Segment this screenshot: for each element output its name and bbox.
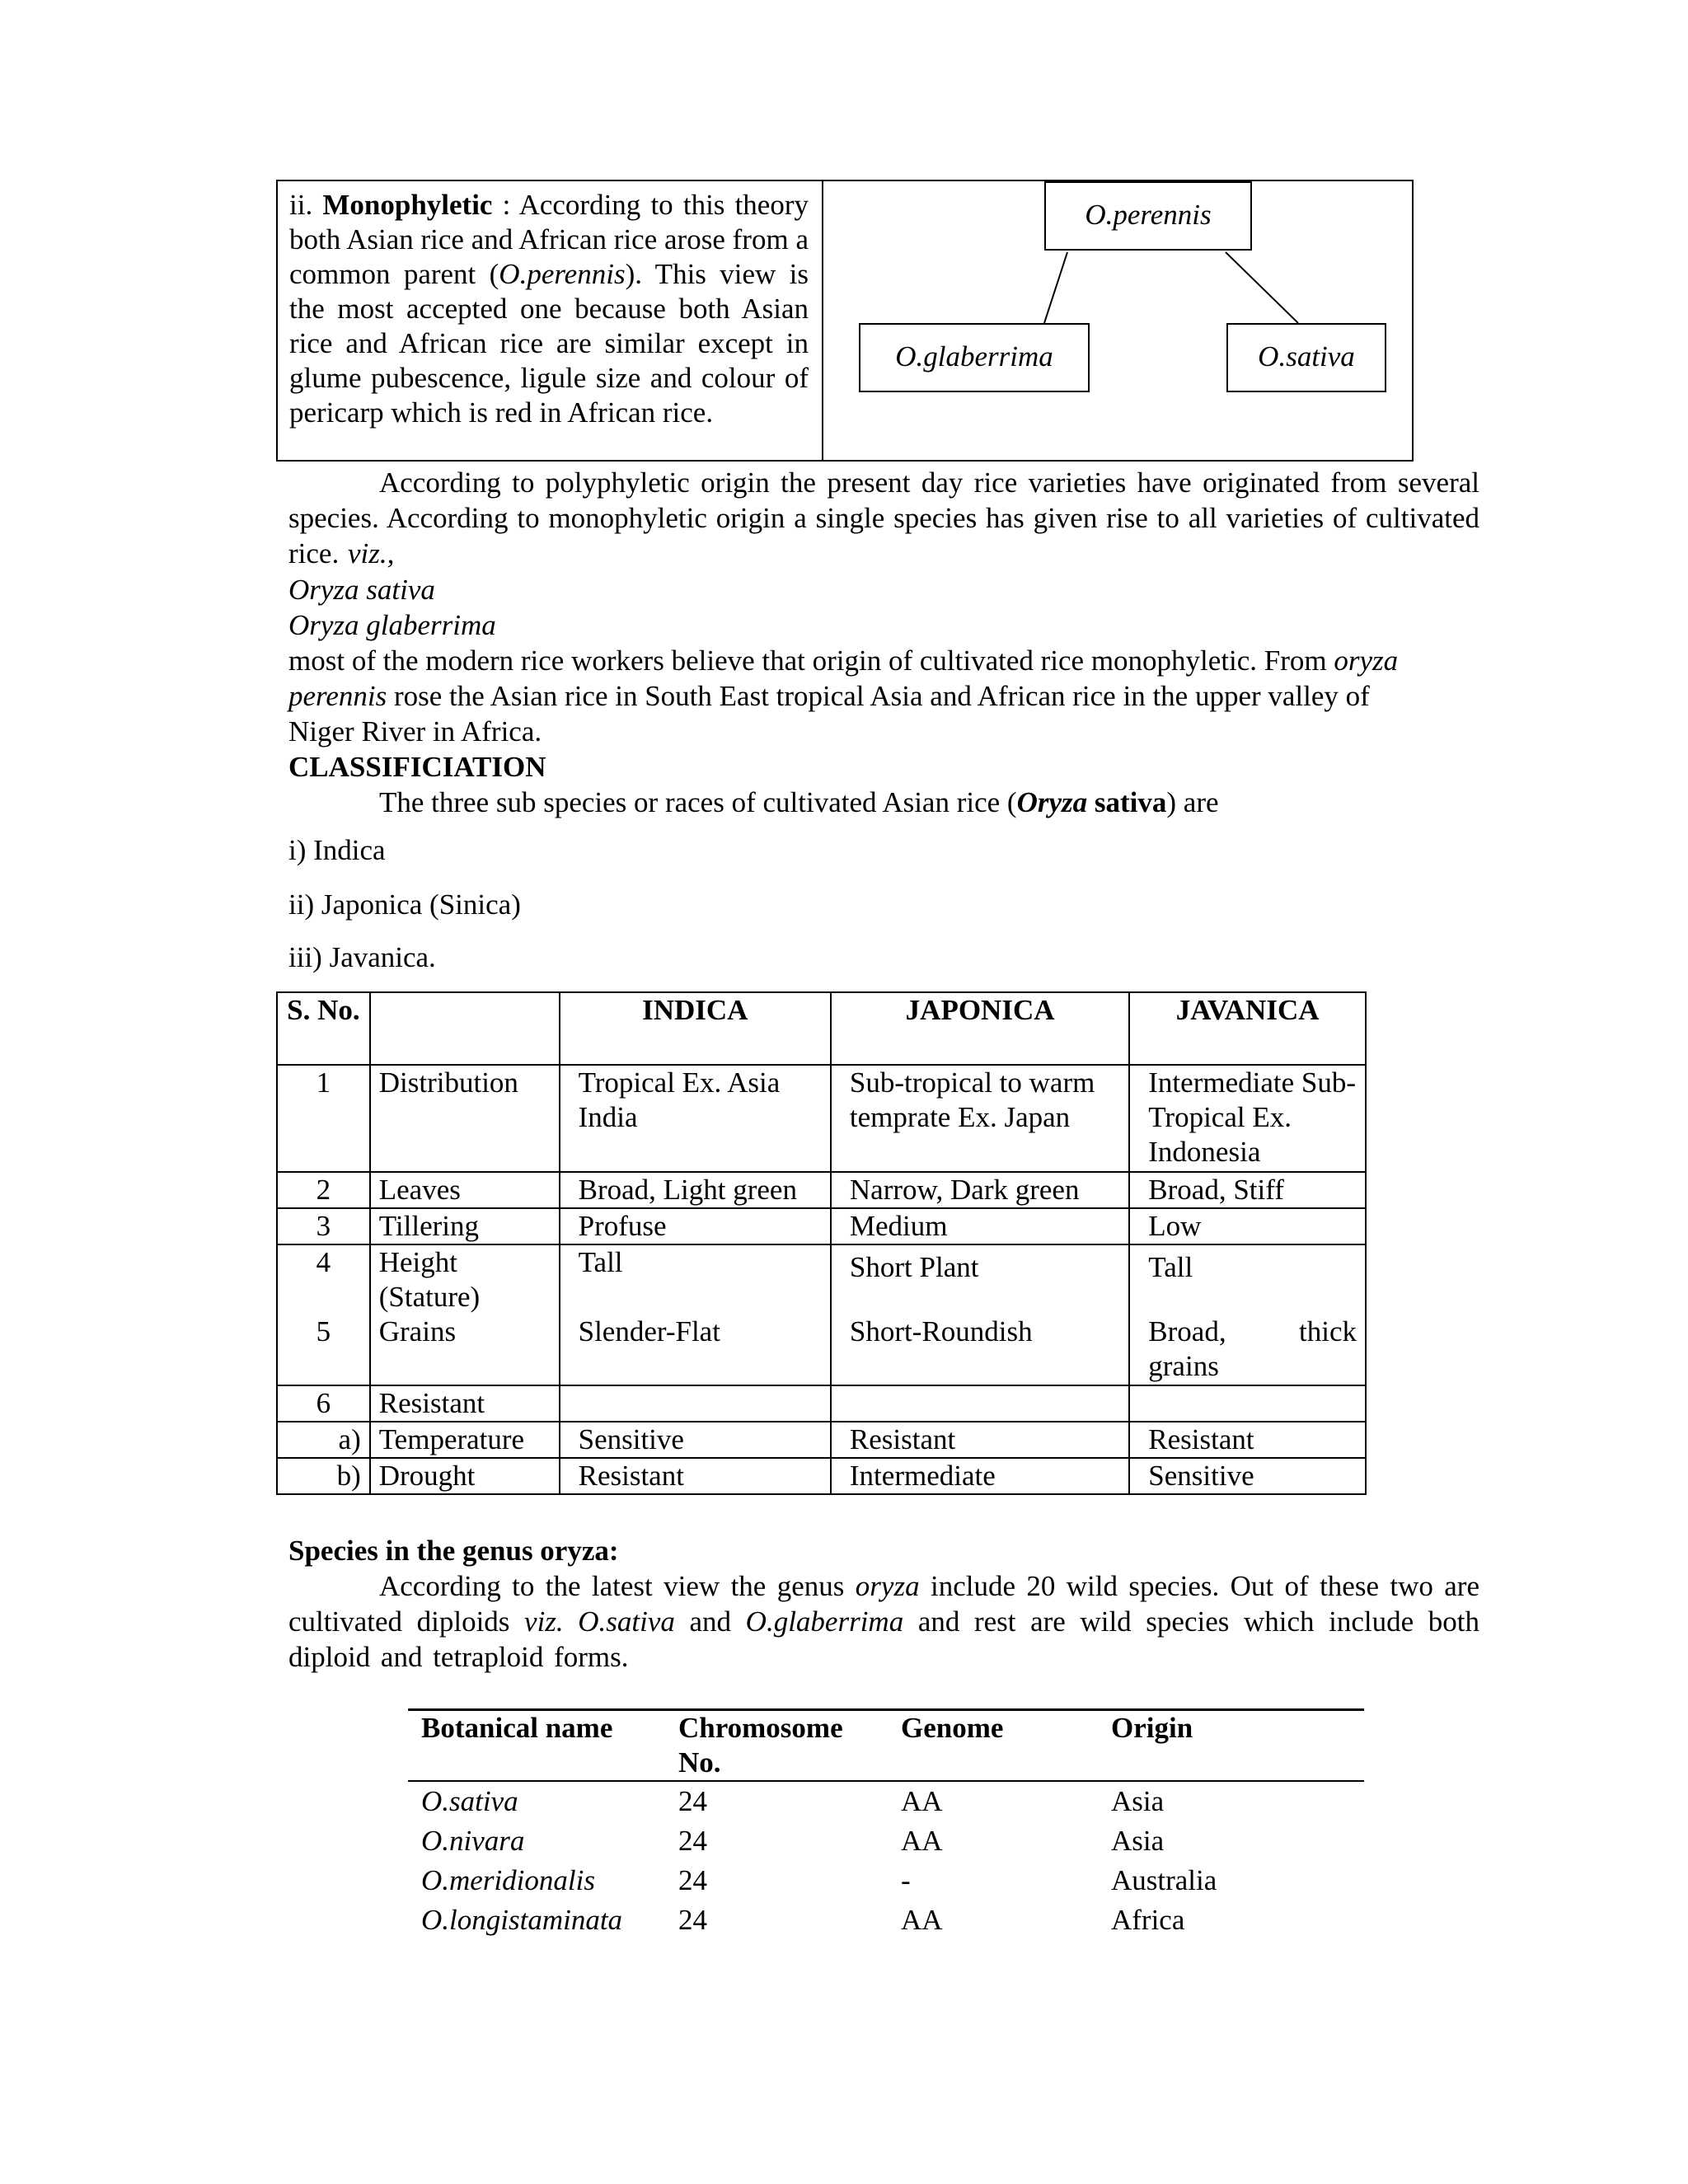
species-cell: Australia — [1111, 1864, 1217, 1896]
para-polyphyletic — [288, 465, 1479, 571]
sp-i2: viz. O.sativa — [524, 1605, 675, 1638]
grains-line-1: Broad, thick — [1148, 1315, 1357, 1347]
mono-parent: O.perennis — [499, 258, 626, 290]
race-cell: 1 — [277, 1065, 370, 1172]
species-th-genome: Genome — [888, 1710, 1098, 1782]
species-line-1: Oryza sativa — [288, 574, 435, 606]
race-cell: Resistant — [370, 1385, 560, 1422]
species-cell: Asia — [1111, 1785, 1165, 1817]
sp-c: and — [674, 1605, 746, 1638]
species-table-header — [408, 1710, 1364, 1782]
race-cell: Short Plant — [831, 1244, 1129, 1315]
race-cell: Broad, Stiff — [1129, 1172, 1366, 1208]
mono-text-a: : According to this theory both Asian rice and African rice arose from a common parent ( — [289, 189, 809, 290]
race-cell: Drought — [370, 1458, 560, 1494]
table-row — [277, 1315, 1366, 1385]
race-cell: b) — [277, 1458, 370, 1494]
race-cell: Narrow, Dark green — [831, 1172, 1129, 1208]
classification-heading: CLASSIFICIATION — [288, 751, 546, 783]
race-cell: 3 — [277, 1208, 370, 1244]
species-th-origin: Origin — [1098, 1710, 1364, 1782]
race-th-sno: S. No. — [277, 992, 370, 1065]
race-cell: Sub-tropical to warm temprate Ex. Japan — [831, 1065, 1129, 1172]
para2-b: rose the Asian rice in South East tropical Asia and African rice in the upper valley of Niger River in Africa. — [288, 680, 1370, 748]
species-cell: Africa — [1111, 1904, 1185, 1936]
race-cell: Grains — [370, 1315, 560, 1385]
race-cell: Resistant — [1129, 1422, 1366, 1458]
race-cell: Resistant — [831, 1422, 1129, 1458]
race-cell — [560, 1385, 831, 1422]
race-th-indica: INDICA — [560, 992, 831, 1065]
species-cell: 24 — [678, 1825, 707, 1857]
mono-text-b: ). This view is the most accepted one because both Asian rice and African rice are similar except in glume pubescence, ligule size and colour of pericarp which is red in African rice. — [289, 258, 809, 429]
intro-bold-italic: Oryza — [1016, 786, 1088, 818]
race-cell: 4 — [277, 1244, 370, 1315]
race-cell: a) — [277, 1422, 370, 1458]
species-cell: O.nivara — [421, 1825, 525, 1857]
table-row — [408, 1900, 1364, 1940]
sp-i1: oryza — [855, 1570, 920, 1602]
table-row — [408, 1821, 1364, 1861]
species-table — [408, 1708, 1364, 1940]
table-row — [277, 1385, 1366, 1422]
species-cell: AA — [901, 1904, 943, 1936]
race-th-javanica: JAVANICA — [1129, 992, 1366, 1065]
sp-i3: O.glaberrima — [745, 1605, 904, 1638]
race-cell: Low — [1129, 1208, 1366, 1244]
species-th-name: Botanical name — [408, 1710, 665, 1782]
race-list-item-2: ii) Japonica (Sinica) — [288, 888, 521, 921]
sp-b: include 20 wild species. Out of these two are cultivated diploids — [288, 1570, 1479, 1638]
race-cell: Sensitive — [560, 1422, 831, 1458]
table-row — [408, 1781, 1364, 1821]
race-table-header — [277, 992, 1366, 1065]
race-th-japonica: JAPONICA — [831, 992, 1129, 1065]
race-cell: 2 — [277, 1172, 370, 1208]
connector-right — [1226, 252, 1298, 323]
table-row — [277, 1065, 1366, 1172]
para-modern-workers — [288, 643, 1442, 749]
race-cell: Temperature — [370, 1422, 560, 1458]
species-cell: - — [901, 1864, 911, 1896]
species-cell: O.meridionalis — [421, 1864, 595, 1896]
race-cell: Height (Stature) — [370, 1244, 560, 1315]
table-row — [408, 1861, 1364, 1900]
race-cell: 5 — [277, 1315, 370, 1385]
classification-intro — [288, 785, 1479, 820]
race-cell: Medium — [831, 1208, 1129, 1244]
table-row — [277, 1172, 1366, 1208]
race-cell — [1129, 1385, 1366, 1422]
mono-term: Monophyletic — [322, 189, 493, 221]
race-cell: Profuse — [560, 1208, 831, 1244]
species-cell: O.longistaminata — [421, 1904, 623, 1936]
race-cell: Tillering — [370, 1208, 560, 1244]
race-cell: Tall — [560, 1244, 831, 1315]
intro-b: ) are — [1166, 786, 1219, 818]
mono-prefix: ii. — [289, 189, 323, 221]
race-cell — [1129, 1315, 1366, 1385]
para2-italic: oryza perennis — [288, 644, 1399, 712]
para1-text: According to polyphyletic origin the present day rice varieties have originated from several species. According to monophyletic origin a single species has given rise to all varieties of cultivated rice. — [288, 466, 1479, 569]
table-row — [277, 1208, 1366, 1244]
species-cell: O.sativa — [421, 1785, 518, 1817]
para2-a: most of the modern rice workers believe that origin of cultivated rice monophyletic. From — [288, 644, 1334, 677]
species-cell: 24 — [678, 1785, 707, 1817]
race-cell: 6 — [277, 1385, 370, 1422]
intro-bold: sativa — [1087, 786, 1167, 818]
race-list-item-1: i) Indica — [288, 834, 386, 866]
race-cell: Slender-Flat — [560, 1315, 831, 1385]
species-line-2: Oryza glaberrima — [288, 609, 496, 641]
race-cell: Intermediate Sub-Tropical Ex. Indonesia — [1129, 1065, 1366, 1172]
species-heading: Species in the genus oryza: — [288, 1535, 619, 1567]
para1-viz: viz., — [347, 537, 395, 569]
species-cell: 24 — [678, 1864, 707, 1896]
race-cell: Resistant — [560, 1458, 831, 1494]
intro-a: The three sub species or races of cultivated Asian rice ( — [379, 786, 1017, 818]
race-cell: Tropical Ex. Asia India — [560, 1065, 831, 1172]
race-cell: Short-Roundish — [831, 1315, 1129, 1385]
race-cell: Leaves — [370, 1172, 560, 1208]
race-th-blank — [370, 992, 560, 1065]
monophyletic-box — [276, 180, 1414, 462]
species-cell: Asia — [1111, 1825, 1165, 1857]
race-cell: Sensitive — [1129, 1458, 1366, 1494]
table-row — [277, 1244, 1366, 1315]
species-th-chromosome: Chromosome No. — [665, 1710, 888, 1782]
species-paragraph — [288, 1568, 1479, 1675]
grains-line-2: grains — [1148, 1350, 1219, 1382]
race-cell — [831, 1385, 1129, 1422]
connector-left — [1044, 252, 1067, 323]
tree-node-right: O.sativa — [1226, 323, 1386, 392]
species-cell: AA — [901, 1785, 943, 1817]
tree-node-parent: O.perennis — [1044, 181, 1252, 251]
race-cell: Distribution — [370, 1065, 560, 1172]
species-cell: AA — [901, 1825, 943, 1857]
table-row — [277, 1458, 1366, 1494]
table-row — [277, 1422, 1366, 1458]
race-cell: Intermediate — [831, 1458, 1129, 1494]
race-table — [276, 991, 1367, 1495]
race-cell: Tall — [1129, 1244, 1366, 1315]
sp-a: According to the latest view the genus — [379, 1570, 856, 1602]
species-cell: 24 — [678, 1904, 707, 1936]
race-list-item-3: iii) Javanica. — [288, 941, 436, 973]
tree-node-left: O.glaberrima — [859, 323, 1090, 392]
sp-d: and rest are wild species which include both diploid and tetraploid forms. — [288, 1605, 1479, 1673]
race-cell: Broad, Light green — [560, 1172, 831, 1208]
